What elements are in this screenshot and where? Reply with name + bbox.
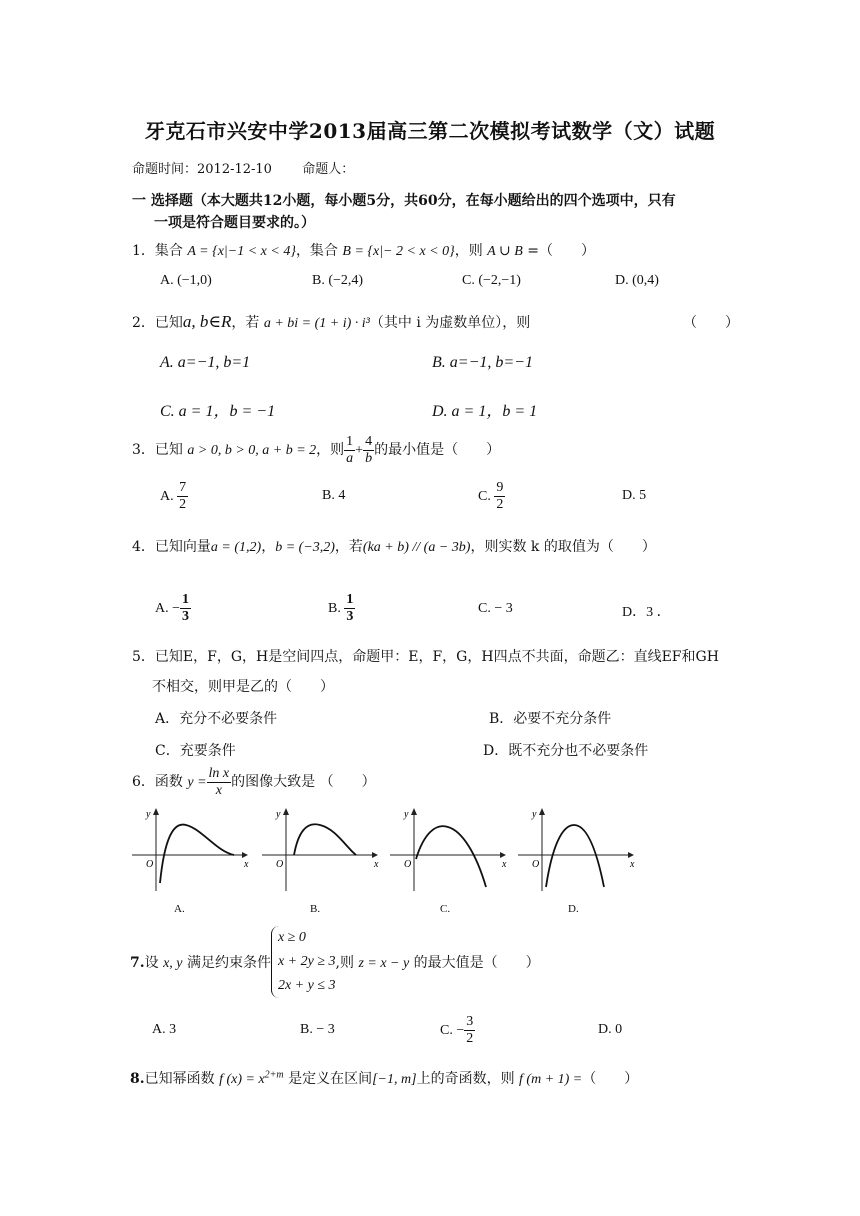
q2-number: 2． bbox=[132, 315, 155, 331]
q4-option-b-fraction bbox=[344, 592, 355, 625]
q4-option-d: D．3 ． bbox=[622, 605, 671, 620]
q2-option-d: D. a = 1，b = 1 bbox=[432, 403, 538, 420]
q1-text-1: 集合 bbox=[154, 243, 188, 259]
q6-graph-a bbox=[132, 808, 249, 891]
q3-condition: a > 0, b > 0, a + b = 2 bbox=[187, 443, 317, 458]
q4-b-num: 1 bbox=[346, 592, 354, 608]
q3-option-c-label: C. bbox=[478, 489, 491, 504]
question-2 bbox=[132, 312, 530, 332]
q6-text-2: 的图像大致是 （ ） bbox=[231, 774, 376, 790]
q7-c-den: 2 bbox=[466, 1031, 474, 1047]
q7-option-a: A. 3 bbox=[152, 1022, 177, 1037]
q3-option-d: D. 5 bbox=[622, 488, 647, 503]
q7-text-1: 设 bbox=[144, 955, 164, 971]
q7-option-c bbox=[440, 1012, 475, 1050]
question-5 bbox=[132, 646, 719, 666]
question-4 bbox=[132, 536, 656, 556]
q7-c-num: 3 bbox=[466, 1014, 474, 1030]
exam-meta bbox=[132, 158, 354, 177]
section-line-1: 一 选择题（本大题共12小题，每小题5分，共60分，在每小题给出的四个选项中，只有 bbox=[132, 193, 676, 209]
question-8 bbox=[130, 1068, 638, 1088]
q6-a-origin: O bbox=[146, 859, 154, 870]
section-line-2: 一项是符合题目要求的。） bbox=[154, 215, 315, 231]
q7-option-c-fraction bbox=[464, 1014, 475, 1047]
q5-line-2: 不相交，则甲是乙的（ ） bbox=[152, 679, 334, 695]
q8-exponent: 2+m bbox=[264, 1069, 284, 1081]
q7-constraints bbox=[271, 926, 336, 998]
q4-a-num: 1 bbox=[182, 592, 190, 608]
q3-fb-den: b bbox=[365, 450, 373, 466]
q5-number: 5． bbox=[132, 649, 155, 665]
q4-option-b-label: B. bbox=[328, 601, 341, 616]
q3-a-num: 7 bbox=[179, 480, 187, 496]
q2-option-b: B. a=−1, b=−1 bbox=[432, 354, 533, 371]
q7-number: 7. bbox=[130, 955, 145, 971]
q7-constraint-1: x ≥ 0 bbox=[277, 930, 306, 945]
q2-text-1: 已知 bbox=[154, 315, 183, 331]
q2-answer-paren: （ ） bbox=[683, 315, 739, 331]
q6-graph-d-label: D. bbox=[568, 903, 579, 915]
q1-option-c: C. (−2,−1) bbox=[462, 273, 521, 288]
section-heading bbox=[132, 190, 676, 234]
q3-option-a bbox=[160, 478, 188, 516]
q4-option-b bbox=[328, 590, 355, 628]
q7-option-c-label: C. − bbox=[440, 1023, 465, 1038]
q1-text-2: ，集合 bbox=[295, 243, 343, 259]
q3-c-den: 2 bbox=[496, 497, 504, 513]
q3-option-c bbox=[478, 478, 505, 516]
question-1 bbox=[132, 240, 595, 260]
q6-c-origin: O bbox=[404, 859, 412, 870]
q6-f-num: ln x bbox=[208, 765, 230, 781]
q1-option-b: B. (−2,4) bbox=[312, 273, 364, 288]
q4-text-3: ，则实数 k 的取值为（ ） bbox=[470, 539, 656, 555]
q3-option-a-label: A. bbox=[160, 489, 174, 504]
q3-fb-num: 4 bbox=[365, 433, 373, 449]
q4-option-a bbox=[155, 590, 191, 628]
q6-a-axis-x: x bbox=[244, 859, 249, 870]
question-6 bbox=[132, 762, 376, 803]
q4-vector-a: a = (1,2) bbox=[210, 540, 262, 555]
q8-number: 8. bbox=[130, 1071, 145, 1087]
q6-graphs-svg bbox=[130, 803, 635, 903]
q5-option-a: A．充分不必要条件 bbox=[155, 711, 278, 727]
q6-text-1: 函数 bbox=[154, 774, 188, 790]
q5-option-c: C．充要条件 bbox=[155, 743, 236, 759]
q4-option-a-label: A. − bbox=[155, 601, 181, 616]
q2-option-a: A. a=−1, b=1 bbox=[160, 354, 251, 371]
q8-expression: f (m + 1) = bbox=[519, 1072, 583, 1087]
q5-option-d: D．既不充分也不必要条件 bbox=[483, 743, 649, 759]
q3-fa-den: a bbox=[346, 450, 354, 466]
q7-constraint-3: 2x + y ≤ 3 bbox=[277, 978, 336, 993]
q4-text-1: 已知向量 bbox=[154, 539, 211, 555]
exam-time: 命题时间：2012-12-10 bbox=[132, 162, 272, 177]
q2-text-2: ，若 bbox=[231, 315, 264, 331]
q4-vector-b: b = (−3,2) bbox=[275, 540, 335, 555]
q7-z: z = x − y bbox=[358, 956, 410, 971]
q6-c-axis-x: x bbox=[502, 859, 507, 870]
q7-option-b: B. − 3 bbox=[300, 1022, 335, 1037]
q8-text-1: 已知幂函数 bbox=[144, 1071, 220, 1087]
q7-text-3: ,则 bbox=[335, 955, 359, 971]
q6-graph-b bbox=[262, 808, 379, 891]
q4-a-den: 3 bbox=[182, 609, 190, 625]
q7-constraint-2: x + 2y ≥ 3 bbox=[277, 954, 336, 969]
q4-b-den: 3 bbox=[346, 609, 354, 625]
q1-set-a: A = {x|−1 < x < 4} bbox=[187, 244, 296, 259]
q6-graph-b-label: B. bbox=[310, 903, 321, 915]
q6-number: 6． bbox=[132, 774, 155, 790]
q6-graph-options bbox=[130, 803, 635, 918]
q3-number: 3． bbox=[132, 442, 155, 458]
q3-fraction-b bbox=[363, 434, 374, 467]
q7-vars: x, y bbox=[163, 956, 183, 971]
q5-option-b: B．必要不充分条件 bbox=[489, 711, 612, 727]
q6-d-origin: O bbox=[532, 859, 540, 870]
q8-text-4: （ ） bbox=[582, 1071, 639, 1087]
q3-option-a-fraction bbox=[177, 480, 188, 513]
q3-fraction-a bbox=[344, 434, 355, 467]
q4-condition: (ka + b) // (a − 3b) bbox=[362, 540, 471, 555]
q3-option-b: B. 4 bbox=[322, 488, 346, 503]
question-3 bbox=[132, 430, 500, 471]
q6-fraction bbox=[207, 766, 232, 799]
q3-a-den: 2 bbox=[179, 497, 187, 513]
q6-a-axis-y: y bbox=[146, 809, 151, 820]
q1-text-3: ，则 bbox=[454, 243, 488, 259]
q7-text-4: 的最大值是（ ） bbox=[409, 955, 540, 971]
q8-function: f (x) = x bbox=[219, 1072, 265, 1087]
q1-option-d: D. (0,4) bbox=[615, 273, 659, 288]
q1-expression: A ∪ B bbox=[487, 244, 523, 259]
q6-y-eq: y = bbox=[187, 775, 207, 790]
q3-text-3: 的最小值是（ ） bbox=[374, 442, 501, 458]
q4-number: 4． bbox=[132, 539, 155, 555]
q1-set-b: B = {x|− 2 < x < 0} bbox=[342, 244, 455, 259]
q6-d-axis-y: y bbox=[532, 809, 537, 820]
q6-b-axis-x: x bbox=[374, 859, 379, 870]
q6-graph-d bbox=[518, 808, 635, 891]
q3-text-2: ，则 bbox=[316, 442, 345, 458]
page-title: 牙克石市兴安中学2013届高三第二次模拟考试数学（文）试题 bbox=[144, 119, 716, 143]
q3-plus: + bbox=[355, 443, 364, 458]
q2-option-c: C. a = 1，b = −1 bbox=[160, 403, 276, 420]
q6-graph-a-label: A. bbox=[174, 903, 185, 915]
q7-tail bbox=[336, 952, 540, 972]
q2-equation: a + bi = (1 + i) · i³ bbox=[263, 316, 370, 331]
q6-d-axis-x: x bbox=[630, 859, 635, 870]
q1-text-4: =（ ） bbox=[522, 243, 595, 259]
q2-ab: a, b∈R bbox=[182, 312, 232, 331]
q4-option-c: C. − 3 bbox=[478, 601, 513, 616]
q4-option-a-fraction bbox=[180, 592, 191, 625]
q3-text-1: 已知 bbox=[154, 442, 188, 458]
q7-text-2: 满足约束条件 bbox=[182, 955, 271, 971]
q2-text-3: （其中 i 为虚数单位），则 bbox=[369, 315, 531, 331]
q6-c-axis-y: y bbox=[404, 809, 409, 820]
exam-author: 命题人： bbox=[302, 162, 355, 177]
q6-b-origin: O bbox=[276, 859, 284, 870]
q3-option-c-fraction bbox=[494, 480, 505, 513]
q7-lead bbox=[130, 952, 271, 972]
q4-sep: ， bbox=[261, 539, 276, 555]
q6-b-axis-y: y bbox=[276, 809, 281, 820]
q6-graph-c-label: C. bbox=[440, 903, 451, 915]
q5-line-1: 已知E，F，G，H是空间四点，命题甲：E，F，G，H四点不共面，命题乙：直线EF和GH bbox=[154, 649, 719, 665]
q1-number: 1． bbox=[132, 243, 155, 259]
q6-graph-c bbox=[390, 808, 507, 891]
q8-text-3: 上的奇函数，则 bbox=[416, 1071, 520, 1087]
q4-text-2: ，若 bbox=[334, 539, 363, 555]
q6-f-den: x bbox=[215, 782, 222, 798]
q8-interval: [−1, m] bbox=[372, 1072, 417, 1087]
q3-fa-num: 1 bbox=[346, 433, 354, 449]
q8-text-2: 是定义在区间 bbox=[283, 1071, 373, 1087]
q3-c-num: 9 bbox=[496, 480, 504, 496]
question-7 bbox=[130, 926, 540, 998]
q1-option-a: A. (−1,0) bbox=[160, 273, 212, 288]
q7-option-d: D. 0 bbox=[598, 1022, 623, 1037]
